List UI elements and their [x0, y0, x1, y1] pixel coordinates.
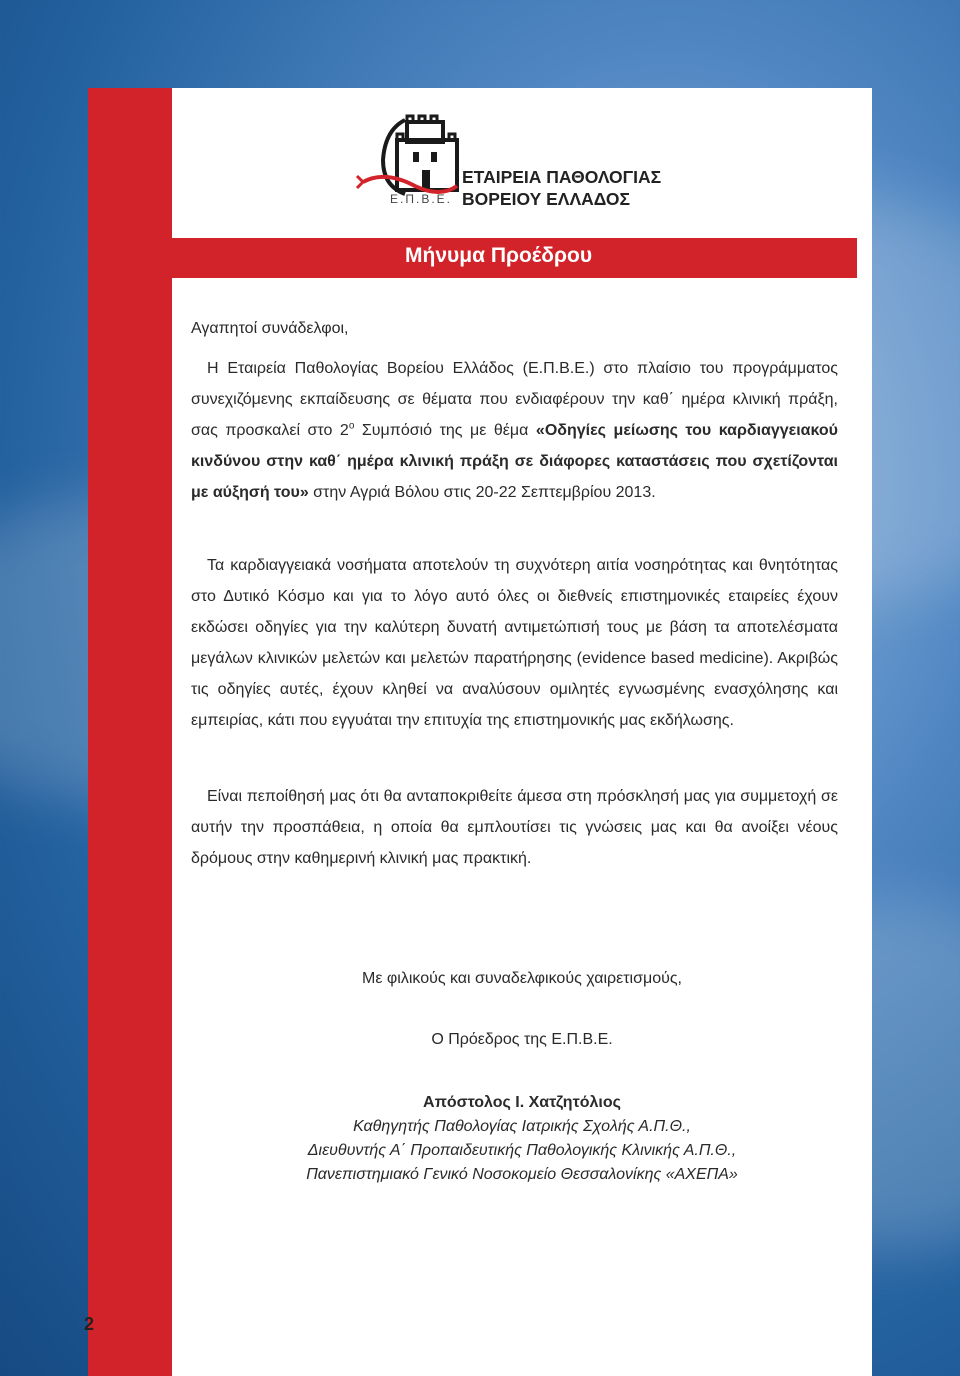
closing-line: Με φιλικούς και συναδελφικούς χαιρετισμούς, [362, 970, 682, 987]
paragraph-2: Τα καρδιαγγειακά νοσήματα αποτελούν τη συχνότερη αιτία νοσηρότητας και θνητότητας στο Δυτικό Κόσμο και για το λόγο αυτό όλες οι διεθνείς επιστημονικές εταιρείες έχουν εκδώσει οδηγίες για την καλύτερη δυνατή αντιμετώπισή τους με βάση τα αποτελέσματα μεγάλων κλινικών μελετών και μελετών παρατήρησης (evidence based medicine). Ακριβώς τις οδηγίες αυτές, έχουν κληθεί να αναλύσουν ομιλητές εγνωσμένης ενασχόλησης και εμπειρίας, κάτι που εγγυάται την επιτυχία της επιστημονικής μας εκδήλωσης. [191, 557, 838, 729]
p1-text-b: Συμπόσιό της με θέμα [354, 422, 536, 439]
p1-text-a: Η Εταιρεία Παθολογίας Βορείου Ελλάδος (Ε.Π.Β.Ε.) στο πλαίσιο του προγράμματος συνεχιζόμενης εκπαίδευσης σε θέματα που ενδιαφέρουν την καθ΄ ημέρα κλινική πράξη, σας προσκαλεί στο 2 [191, 360, 838, 439]
signatory-role: Ο Πρόεδρος της Ε.Π.Β.Ε. [431, 1031, 613, 1048]
symposium-topic: «Οδηγίες μείωσης του καρδιαγγειακού κινδύνου στην καθ΄ ημέρα κλινική πράξη σε διάφορες καταστάσεις που σχετίζονται με αύξησή του» [191, 422, 838, 501]
logo-name-line2: ΒΟΡΕΙΟΥ ΕΛΛΑΔΟΣ [462, 189, 630, 209]
page-number: 2 [84, 1314, 95, 1334]
page-title: Μήνυμα Προέδρου [405, 244, 593, 267]
paragraph-3: Είναι πεποίθησή μας ότι θα ανταποκριθείτε άμεσα στη πρόσκλησή μας για συμμετοχή σε αυτήν την προσπάθεια, η οποία θα εμπλουτίσει τις γνώσεις μας και θα ανοίξει νέους δρόμους στην καθημερινή κλινική μας πρακτική. [191, 788, 838, 867]
p1-text-c: στην Αγριά Βόλου στις 20-22 Σεπτεμβρίου 2013. [308, 484, 656, 501]
greeting: Αγαπητοί συνάδελφοι, [191, 320, 349, 337]
signatory-title-1: Καθηγητής Παθολογίας Ιατρικής Σχολής Α.Π.Θ., [353, 1118, 691, 1135]
paragraph-1 [191, 353, 838, 508]
signatory-title-3: Πανεπιστημιακό Γενικό Νοσοκομείο Θεσσαλονίκης «ΑΧΕΠΑ» [306, 1166, 738, 1183]
logo-abbreviation: Ε.Π.Β.Ε. [390, 192, 453, 206]
logo-name-line1: ΕΤΑΙΡΕΙΑ ΠΑΘΟΛΟΓΙΑΣ [462, 167, 662, 187]
signatory-title-2: Διευθυντής Α΄ Προπαιδευτικής Παθολογικής Κλινικής Α.Π.Θ., [307, 1142, 737, 1159]
p1-superscript: ο [348, 420, 355, 432]
red-side-bar [88, 88, 172, 1376]
signatory-name: Απόστολος Ι. Χατζητόλιος [423, 1094, 621, 1111]
logo-organization-name [462, 166, 661, 210]
